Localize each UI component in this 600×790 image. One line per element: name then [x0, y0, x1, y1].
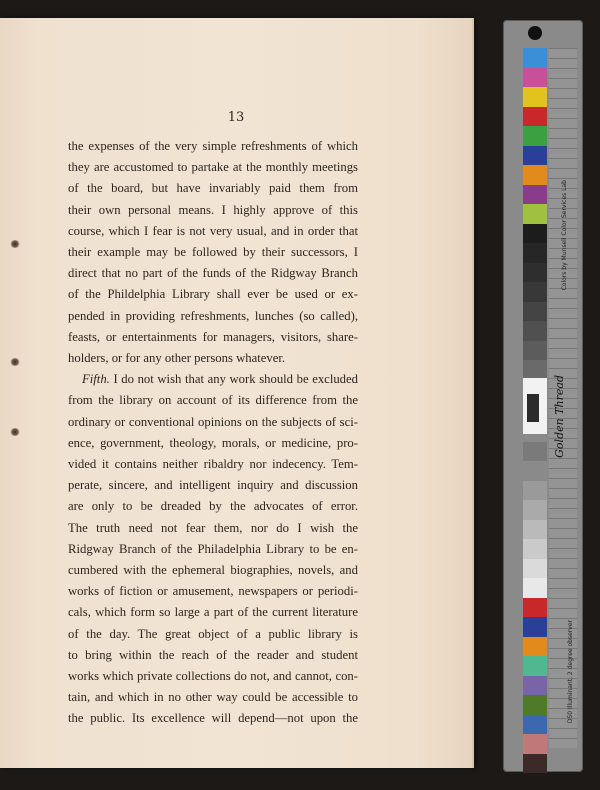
text-line: vided it contains neither ribaldry nor indecency. Tem-: [68, 457, 358, 472]
color-swatch: [523, 734, 547, 754]
text-line: from the library on account of its difference from the: [68, 393, 358, 408]
ruler-label: Colors by Munsell Color Services Lab: [561, 180, 568, 291]
text-line: of the day. The great object of a public library is: [68, 626, 358, 641]
color-swatch: [523, 68, 547, 88]
color-checker-strip: [503, 20, 583, 772]
color-swatch: [523, 165, 547, 185]
color-swatch: [523, 598, 547, 618]
color-swatch: [523, 578, 547, 598]
binding-hole: [10, 428, 20, 436]
color-swatch: [523, 321, 547, 341]
text-fragment: I do not wish that any work should be excluded: [113, 372, 359, 387]
body-text: [68, 136, 358, 730]
text-line: perate, sincere, and intelligent inquiry and discussion: [68, 478, 358, 493]
color-swatch: [523, 126, 547, 146]
color-swatch: [523, 224, 547, 244]
color-swatch: [523, 360, 547, 380]
text-line: tain, and which in no other way could be accessible to: [68, 690, 358, 705]
color-swatch: [523, 107, 547, 127]
paragraph-refreshments: [68, 136, 358, 369]
paragraph-fifth: [68, 369, 358, 729]
color-swatch: [523, 695, 547, 715]
color-swatch: [523, 559, 547, 579]
color-swatch: [523, 520, 547, 540]
text-line: feasts, or entertainments for managers, visitors, share-: [68, 329, 358, 344]
text-line: Ridgway Branch of the Philadelphia Library to be en-: [68, 541, 358, 556]
text-line: course, which I fear is not very usual, and in order that: [68, 223, 358, 238]
text-line: The truth need not fear them, nor do I wish the: [68, 520, 358, 535]
text-line: cumbered with the ephemeral biographies, novels, and: [68, 563, 358, 578]
color-swatch: [523, 48, 547, 68]
text-line: their example may be followed by their successors, I: [68, 245, 358, 260]
page-number: 13: [227, 110, 245, 125]
color-swatch: [523, 243, 547, 263]
color-swatch: [523, 461, 547, 481]
text-line: of the Phildelphia Library shall ever be used or ex-: [68, 287, 358, 302]
color-swatch: [523, 442, 547, 462]
text-line: they are accustomed to partake at the monthly meetings: [68, 160, 358, 175]
color-swatch: [523, 185, 547, 205]
color-swatch: [523, 539, 547, 559]
text-line: direct that no part of the funds of the Ridgway Branch: [68, 266, 358, 281]
resolution-target: [523, 378, 547, 434]
text-line: the expenses of the very simple refreshments of which: [68, 139, 358, 153]
color-swatch: [523, 282, 547, 302]
text-line: to bring within the reach of the reader and student: [68, 647, 358, 662]
text-line: ence, government, theology, morals, or medicine, pro-: [68, 435, 358, 450]
text-line: of the board, but have invariably paid them from: [68, 181, 358, 196]
color-swatch: [523, 481, 547, 501]
ruler-brand: Golden Thread: [553, 375, 566, 458]
color-swatch: [523, 754, 547, 774]
color-swatch: [523, 302, 547, 322]
color-swatch: [523, 341, 547, 361]
ruler-hole: [528, 26, 542, 40]
text-line: are only to be dreaded by the advocates of error.: [68, 499, 358, 514]
binding-hole: [10, 358, 20, 366]
color-swatch: [523, 500, 547, 520]
color-swatch: [523, 715, 547, 735]
section-lead: Fifth.: [82, 372, 110, 387]
color-swatch: [523, 263, 547, 283]
text-line: works of fiction or amusement, newspapers or periodi-: [68, 584, 358, 599]
text-line: holders, or for any other persons whatever.: [68, 351, 286, 366]
text-line: works which private collections do not, and cannot, con-: [68, 669, 358, 684]
text-line: the public. Its excellence will depend—not upon the: [68, 711, 358, 726]
binding-hole: [10, 240, 20, 248]
ruler-illuminant-label: D50 Illuminant, 2 degree observer: [567, 620, 574, 724]
color-swatch: [523, 204, 547, 224]
color-swatch: [523, 637, 547, 657]
text-line: [68, 369, 358, 390]
color-swatch: [523, 146, 547, 166]
text-line: their own personal means. I highly approve of this: [68, 202, 358, 217]
text-line: cals, which form so large a part of the current literature: [68, 605, 358, 620]
color-swatch: [523, 656, 547, 676]
text-line: ordinary or conventional opinions on the subjects of sci-: [68, 414, 358, 429]
text-line: pended in providing refreshments, lunches (so called),: [68, 308, 358, 323]
color-swatch: [523, 676, 547, 696]
book-page: [0, 18, 474, 768]
resolution-target-bar: [527, 394, 539, 422]
color-swatch: [523, 87, 547, 107]
color-swatch: [523, 617, 547, 637]
